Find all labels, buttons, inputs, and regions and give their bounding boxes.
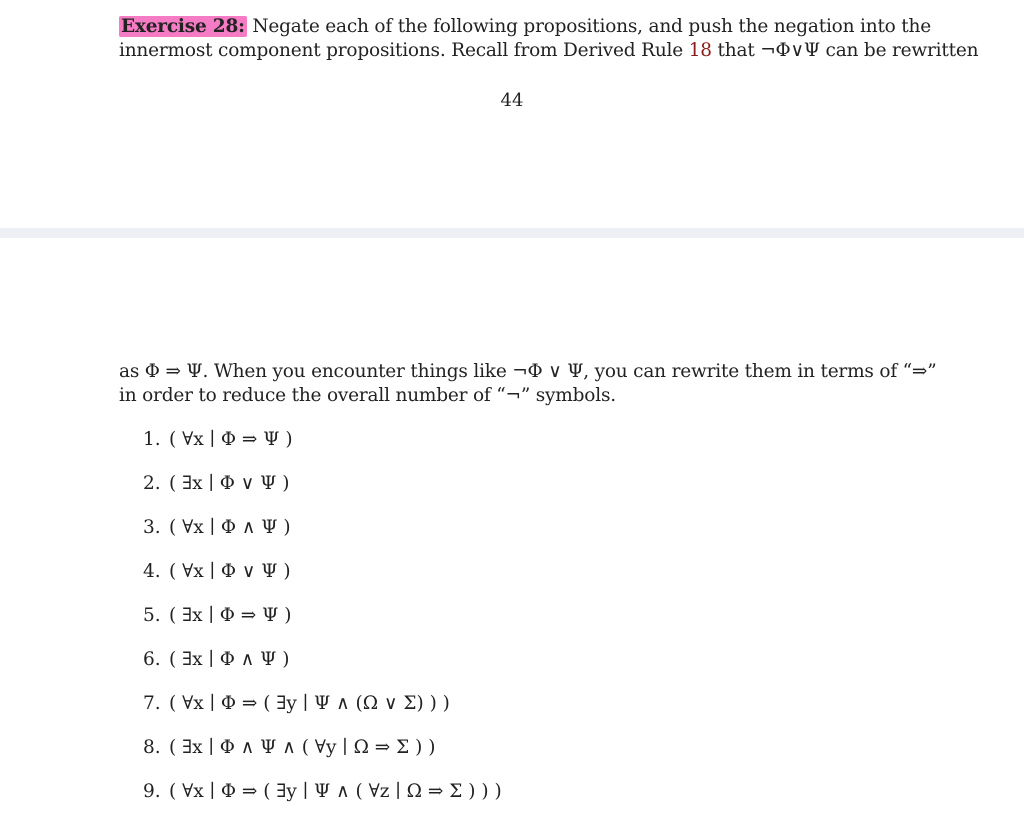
exercise-number: 8. bbox=[143, 737, 161, 758]
intro-line-1 bbox=[119, 15, 931, 39]
exercise-item bbox=[143, 516, 502, 560]
exercise-number: 3. bbox=[143, 517, 161, 538]
exercise-label-highlight: Exercise 28: bbox=[121, 16, 245, 37]
exercise-intro-paragraph bbox=[119, 15, 979, 63]
exercise-item bbox=[143, 472, 502, 516]
exercise-number: 4. bbox=[143, 561, 161, 582]
exercise-formula: ( ∀x ∣ Φ ⇒ Ψ ) bbox=[169, 429, 293, 450]
exercise-number: 1. bbox=[143, 429, 161, 450]
exercise-formula: ( ∃x ∣ Φ ∨ Ψ ) bbox=[169, 473, 290, 494]
exercise-number: 6. bbox=[143, 649, 161, 670]
exercise-item bbox=[143, 560, 502, 604]
exercise-formula: ( ∀x ∣ Φ ⇒ ( ∃y ∣ Ψ ∧ (Ω ∨ Σ) ) ) bbox=[169, 693, 450, 714]
continuation-paragraph bbox=[119, 360, 937, 408]
exercise-formula: ( ∀x ∣ Φ ∨ Ψ ) bbox=[169, 561, 291, 582]
exercise-item bbox=[143, 604, 502, 648]
exercise-formula: ( ∃x ∣ Φ ∧ Ψ ∧ ( ∀y ∣ Ω ⇒ Σ ) ) bbox=[169, 737, 436, 758]
intro-line-2 bbox=[119, 39, 979, 63]
exercise-item bbox=[143, 692, 502, 736]
exercise-number: 2. bbox=[143, 473, 161, 494]
continuation-line-1: as Φ ⇒ Ψ. When you encounter things like ¬Φ ∨ Ψ, you can rewrite them in terms of “⇒” bbox=[119, 361, 937, 382]
page-separator bbox=[0, 228, 1024, 238]
exercise-number: 9. bbox=[143, 781, 161, 802]
exercise-formula: ( ∀x ∣ Φ ∧ Ψ ) bbox=[169, 517, 291, 538]
intro-line-1-text: Negate each of the following propositions, and push the negation into the bbox=[246, 16, 931, 37]
exercise-item bbox=[143, 648, 502, 692]
page-top-region bbox=[0, 0, 1024, 228]
exercise-formula: ( ∀x ∣ Φ ⇒ ( ∃y ∣ Ψ ∧ ( ∀z ∣ Ω ⇒ Σ ) ) ) bbox=[169, 781, 502, 802]
intro-line-2-post: that ¬Φ∨Ψ can be rewritten bbox=[711, 40, 979, 61]
exercise-item bbox=[143, 428, 502, 472]
exercise-number: 7. bbox=[143, 693, 161, 714]
exercise-formula: ( ∃x ∣ Φ ∧ Ψ ) bbox=[169, 649, 290, 670]
exercise-number: 5. bbox=[143, 605, 161, 626]
page-number: 44 bbox=[500, 90, 524, 111]
intro-line-2-pre: innermost component propositions. Recall from Derived Rule bbox=[119, 40, 689, 61]
continuation-line-2: in order to reduce the overall number of “¬” symbols. bbox=[119, 385, 616, 406]
exercise-item bbox=[143, 736, 502, 780]
exercise-list bbox=[143, 428, 502, 824]
derived-rule-link[interactable]: 18 bbox=[688, 40, 712, 61]
exercise-formula: ( ∃x ∣ Φ ⇒ Ψ ) bbox=[169, 605, 292, 626]
exercise-item bbox=[143, 780, 502, 824]
